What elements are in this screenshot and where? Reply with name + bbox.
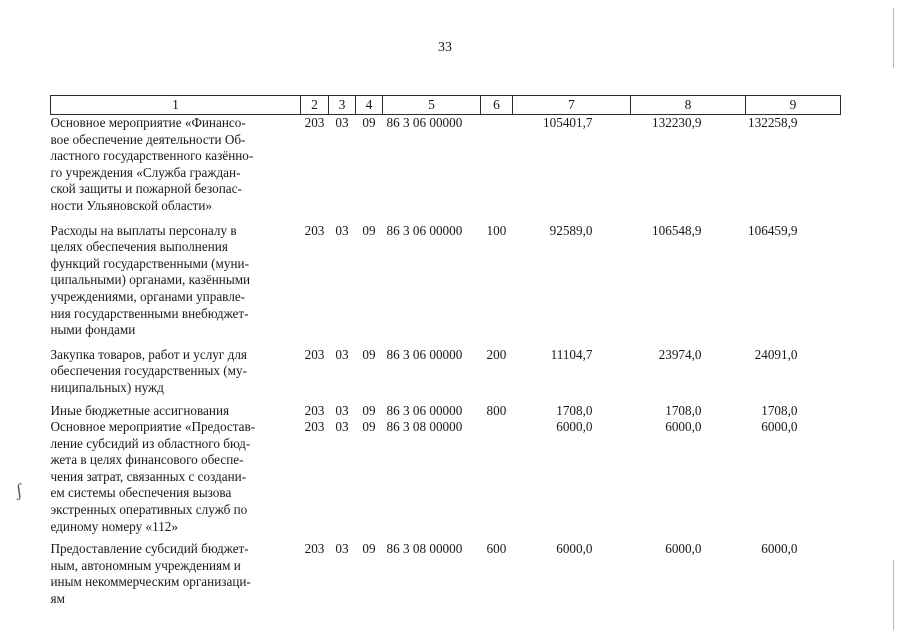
table-row (51, 115, 841, 215)
description-line: экстренных оперативных служб по (50, 502, 248, 518)
page-number: 33 (438, 40, 452, 55)
cell-target-article: 86 3 06 00000 (386, 115, 463, 130)
table-header-row (51, 96, 841, 115)
cell-target-article: 86 3 06 00000 (386, 402, 463, 418)
cell-expense-type: 600 (486, 541, 507, 557)
description-line: ем системы обеспечения вызова (50, 485, 232, 501)
description-line: Иные бюджетные ассигнования (50, 402, 230, 418)
cell-section-code: 03 (335, 419, 349, 435)
row-description (51, 419, 301, 535)
cell-ministry-code: 203 (304, 222, 325, 238)
row-description (51, 115, 301, 215)
column-header: 9 (746, 96, 841, 115)
scan-edge-mark (893, 8, 894, 68)
cell-amount-col7: 92589,0 (549, 222, 593, 238)
description-line: Закупка товаров, работ и услуг для (50, 346, 247, 362)
margin-handwritten-mark: ʃ (14, 479, 24, 501)
description-line: ности Ульяновской области» (50, 197, 212, 213)
cell-section-code: 03 (335, 402, 349, 418)
description-line: Основное мероприятие «Предостав- (50, 419, 256, 435)
cell-ministry-code: 203 (304, 541, 325, 557)
cell-amount-col7: 11104,7 (550, 346, 593, 362)
cell-subsection-code: 09 (362, 222, 376, 238)
column-header: 7 (513, 96, 631, 115)
cell-amount-col7: 6000,0 (556, 541, 593, 557)
table-row (51, 419, 841, 535)
description-line: ния государственными внебюджет- (50, 305, 249, 321)
description-line: единому номеру «112» (50, 518, 178, 534)
column-header: 5 (383, 96, 481, 115)
row-description (51, 535, 301, 607)
description-line: ным, автономным учреждениям и (50, 557, 241, 573)
cell-section-code: 03 (335, 115, 349, 130)
cell-ministry-code: 203 (304, 346, 325, 362)
cell-amount-col9: 24091,0 (754, 346, 798, 362)
cell-amount-col7: 6000,0 (556, 419, 593, 435)
description-line: иным некоммерческим организаци- (50, 574, 251, 590)
cell-section-code: 03 (335, 346, 349, 362)
cell-amount-col8: 6000,0 (665, 541, 702, 557)
cell-section-code: 03 (335, 541, 349, 557)
table-row (51, 535, 841, 607)
cell-section-code: 03 (335, 222, 349, 238)
cell-target-article: 86 3 06 00000 (386, 222, 463, 238)
description-line: Расходы на выплаты персоналу в (50, 222, 237, 238)
row-description (51, 339, 301, 397)
description-line: обеспечения государственных (му- (50, 363, 248, 379)
scan-edge-mark (893, 560, 894, 630)
cell-amount-col9: 1708,0 (761, 402, 798, 418)
column-header: 6 (481, 96, 513, 115)
description-line: ление субсидий из областного бюд- (50, 435, 251, 451)
column-header: 3 (329, 96, 356, 115)
cell-ministry-code: 203 (304, 419, 325, 435)
description-line: го учреждения «Служба граждан- (50, 164, 241, 180)
column-header: 8 (631, 96, 746, 115)
description-line: жета в целях финансового обеспе- (50, 452, 244, 468)
cell-subsection-code: 09 (362, 541, 376, 557)
description-line: ям (50, 591, 65, 607)
description-line: функций государственными (муни- (50, 255, 249, 271)
cell-expense-type (481, 419, 513, 535)
description-line: ластного государственного казённо- (50, 148, 254, 164)
description-line: ской защиты и пожарной безопас- (50, 181, 242, 197)
cell-amount-col8: 23974,0 (658, 346, 702, 362)
table-row (51, 339, 841, 397)
cell-expense-type: 200 (486, 346, 507, 362)
table-row (51, 215, 841, 339)
cell-expense-type (481, 115, 513, 215)
cell-amount-col9: 6000,0 (761, 419, 798, 435)
row-description (51, 397, 301, 420)
cell-amount-col9: 6000,0 (761, 541, 798, 557)
cell-amount-col8: 132230,9 (652, 115, 702, 130)
cell-subsection-code: 09 (362, 115, 376, 130)
budget-table (50, 95, 841, 608)
description-line: целях обеспечения выполнения (50, 239, 228, 255)
cell-target-article: 86 3 06 00000 (386, 346, 463, 362)
description-line: Основное мероприятие «Финансо- (50, 115, 246, 130)
table-row (51, 397, 841, 420)
description-line: Предоставление субсидий бюджет- (50, 541, 249, 557)
cell-amount-col9: 106459,9 (748, 222, 798, 238)
cell-subsection-code: 09 (362, 419, 376, 435)
cell-expense-type: 100 (486, 222, 507, 238)
description-line: ниципальных) нужд (50, 379, 164, 395)
column-header: 1 (51, 96, 301, 115)
description-line: вое обеспечение деятельности Об- (50, 131, 246, 147)
cell-target-article: 86 3 08 00000 (386, 419, 463, 435)
cell-amount-col8: 106548,9 (652, 222, 702, 238)
cell-subsection-code: 09 (362, 402, 376, 418)
cell-amount-col7: 1708,0 (556, 402, 593, 418)
cell-amount-col9: 132258,9 (748, 115, 798, 130)
description-line: ными фондами (50, 322, 136, 338)
cell-target-article: 86 3 08 00000 (386, 541, 463, 557)
cell-ministry-code: 203 (304, 402, 325, 418)
cell-amount-col7: 105401,7 (543, 115, 593, 130)
column-header: 4 (356, 96, 383, 115)
cell-subsection-code: 09 (362, 346, 376, 362)
description-line: ципальными) органами, казёнными (50, 272, 251, 288)
cell-amount-col8: 1708,0 (665, 402, 702, 418)
cell-amount-col8: 6000,0 (665, 419, 702, 435)
row-description (51, 215, 301, 339)
column-header: 2 (301, 96, 329, 115)
description-line: чения затрат, связанных с создани- (50, 468, 247, 484)
cell-ministry-code: 203 (304, 115, 325, 130)
description-line: учреждениями, органами управле- (50, 288, 246, 304)
cell-expense-type: 800 (486, 402, 507, 418)
table-body (51, 115, 841, 608)
